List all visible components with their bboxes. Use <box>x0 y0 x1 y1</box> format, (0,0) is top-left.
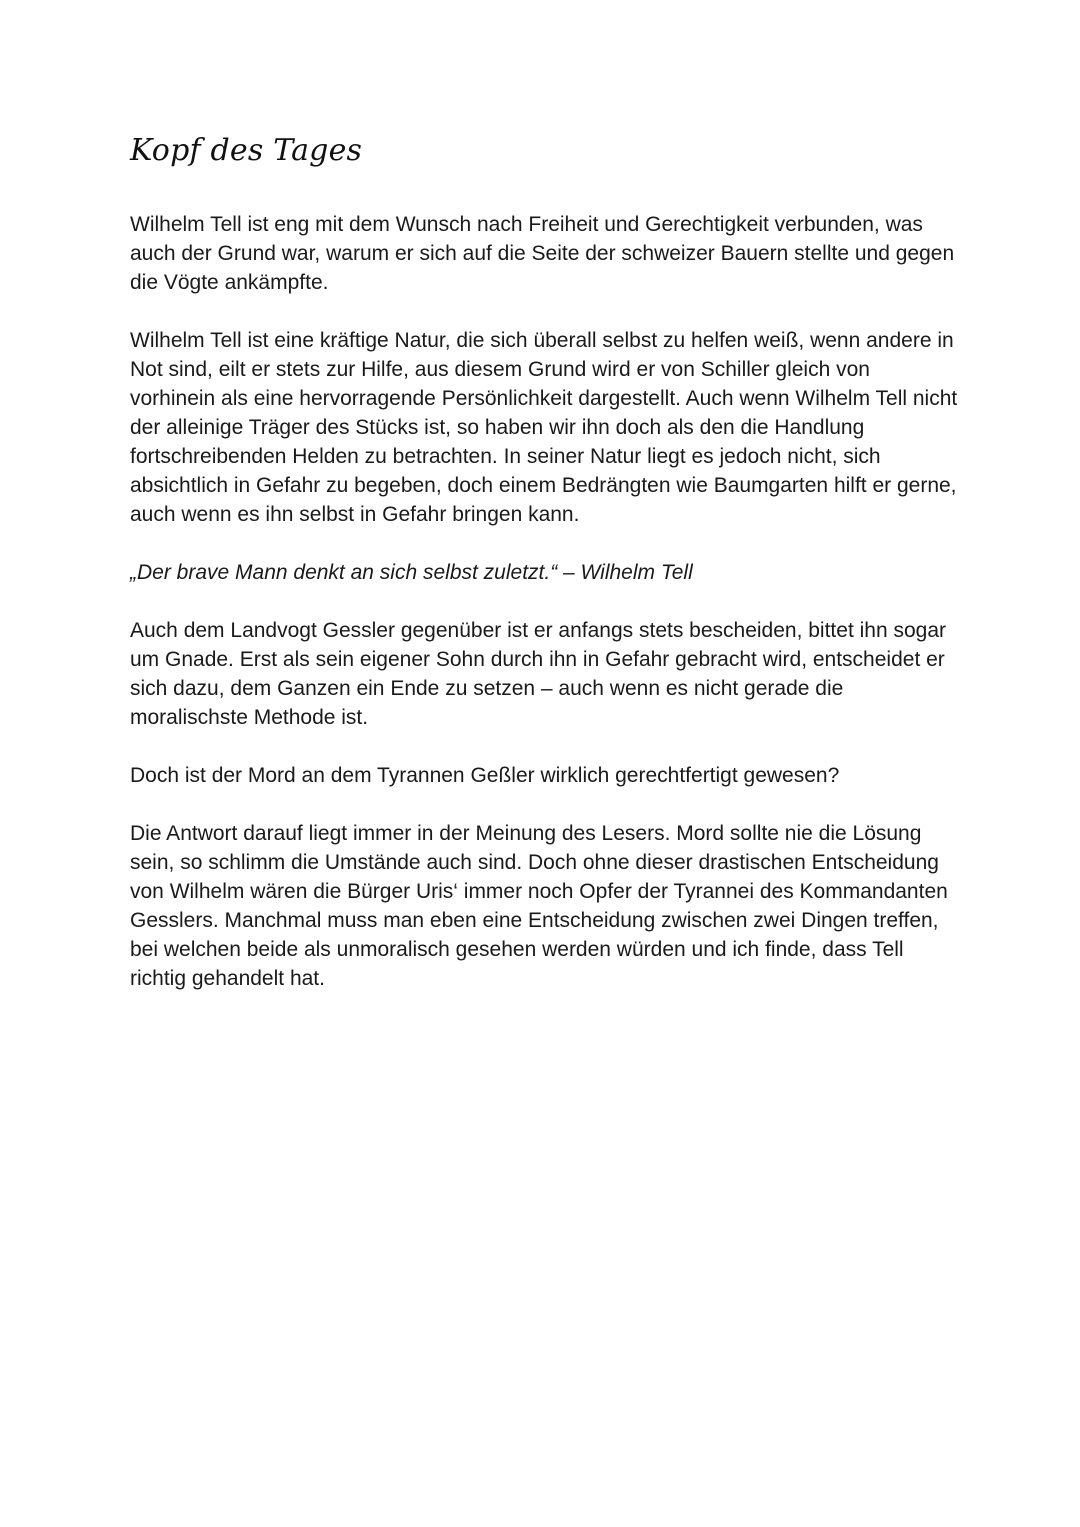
document-title: Kopf des Tages <box>130 133 363 168</box>
paragraph-intro: Wilhelm Tell ist eng mit dem Wunsch nach Freiheit und Gerechtigkeit verbunden, was auch der Grund war, warum er sich auf die Seite der schweizer Bauern stellte und gegen die Vögte ankämpfte. <box>130 213 955 294</box>
document-body <box>130 128 960 1022</box>
paragraph-conclusion: Die Antwort darauf liegt immer in der Meinung des Lesers. Mord sollte nie die Lösung sein, so schlimm die Umstände auch sind. Doch ohne dieser drastischen Entscheidung von Wilhelm wären die Bürger Uris‘ immer noch Opfer der Tyrannei des Kommandanten Gesslers. Manchmal muss man eben eine Entscheidung zwischen zwei Dingen treffen, bei welchen beide als unmoralisch gesehen werden würden und ich finde, dass Tell richtig gehandelt hat. <box>130 822 948 990</box>
question-line: Doch ist der Mord an dem Tyrannen Geßler wirklich gerechtfertigt gewesen? <box>130 764 840 787</box>
quote-line: „Der brave Mann denkt an sich selbst zuletzt.“ – Wilhelm Tell <box>130 561 693 584</box>
paragraph-character: Wilhelm Tell ist eine kräftige Natur, die sich überall selbst zu helfen weiß, wenn andere in Not sind, eilt er stets zur Hilfe, aus diesem Grund wird er von Schiller gleich von vorhinein als eine hervorragende Persönlichkeit dargestellt. Auch wenn Wilhelm Tell nicht der alleinige Träger des Stücks ist, so haben wir ihn doch als den die Handlung fortschreibenden Helden zu betrachten. In seiner Natur liegt es jedoch nicht, sich absichtlich in Gefahr zu begeben, doch einem Bedrängten wie Baumgarten hilft er gerne, auch wenn es ihn selbst in Gefahr bringen kann. <box>130 329 958 526</box>
paragraph-gessler: Auch dem Landvogt Gessler gegenüber ist er anfangs stets bescheiden, bittet ihn sogar um Gnade. Erst als sein eigener Sohn durch ihn in Gefahr gebracht wird, entscheidet er sich dazu, dem Ganzen ein Ende zu setzen – auch wenn es nicht gerade die moralischste Methode ist. <box>130 619 947 729</box>
